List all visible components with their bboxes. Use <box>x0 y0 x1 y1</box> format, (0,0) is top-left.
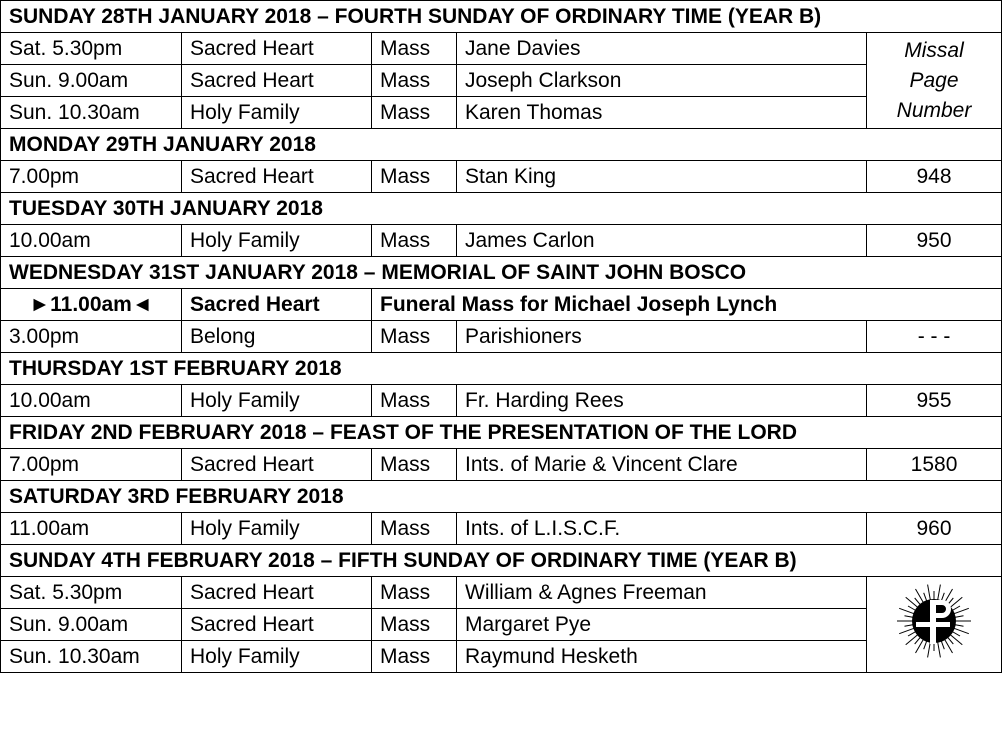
mass-intention: Joseph Clarkson <box>457 65 867 97</box>
church-name: Holy Family <box>182 641 372 673</box>
service-type: Mass <box>372 385 457 417</box>
day-heading-row <box>1 481 1002 513</box>
missal-page-number: 1580 <box>867 449 1002 481</box>
service-time: Sat. 5.30pm <box>1 33 182 65</box>
missal-page-number: 948 <box>867 161 1002 193</box>
service-type: Mass <box>372 577 457 609</box>
day-heading-row <box>1 417 1002 449</box>
mass-intention: Fr. Harding Rees <box>457 385 867 417</box>
service-type: Mass <box>372 161 457 193</box>
schedule-row <box>1 513 1002 545</box>
missal-label-line: Missal <box>904 39 964 62</box>
schedule-row <box>1 161 1002 193</box>
day-heading: SATURDAY 3RD FEBRUARY 2018 <box>1 481 1002 513</box>
church-name: Holy Family <box>182 97 372 129</box>
missal-label-line: Page <box>909 69 959 92</box>
mass-intention: Jane Davies <box>457 33 867 65</box>
service-time: Sun. 10.30am <box>1 641 182 673</box>
service-type: Mass <box>372 641 457 673</box>
service-type: Mass <box>372 65 457 97</box>
church-name: Holy Family <box>182 225 372 257</box>
service-time: Sun. 9.00am <box>1 609 182 641</box>
schedule-row <box>1 225 1002 257</box>
service-type: Mass <box>372 449 457 481</box>
day-heading-row <box>1 545 1002 577</box>
church-name: Sacred Heart <box>182 577 372 609</box>
service-type: Mass <box>372 97 457 129</box>
service-type: Mass <box>372 33 457 65</box>
day-heading: THURSDAY 1ST FEBRUARY 2018 <box>1 353 1002 385</box>
missal-label-line: Number <box>896 99 972 122</box>
schedule-row <box>1 321 1002 353</box>
schedule-row <box>1 609 1002 641</box>
church-name: Holy Family <box>182 385 372 417</box>
church-name: Belong <box>182 321 372 353</box>
service-time: 7.00pm <box>1 449 182 481</box>
day-heading: WEDNESDAY 31ST JANUARY 2018 – MEMORIAL OF SAINT JOHN BOSCO <box>1 257 1002 289</box>
mass-intention: James Carlon <box>457 225 867 257</box>
day-heading-row <box>1 193 1002 225</box>
missal-page-number-label <box>867 33 1002 129</box>
day-heading-row <box>1 129 1002 161</box>
mass-intention: Stan King <box>457 161 867 193</box>
service-time: Sun. 9.00am <box>1 65 182 97</box>
schedule-row <box>1 65 1002 97</box>
missal-page-number: 960 <box>867 513 1002 545</box>
day-heading: SUNDAY 4TH FEBRUARY 2018 – FIFTH SUNDAY OF ORDINARY TIME (YEAR B) <box>1 545 1002 577</box>
day-heading-row <box>1 353 1002 385</box>
schedule-row <box>1 577 1002 609</box>
schedule-row <box>1 97 1002 129</box>
mass-intention: William & Agnes Freeman <box>457 577 867 609</box>
special-time: ►11.00am◄ <box>1 289 182 321</box>
mass-intention: Parishioners <box>457 321 867 353</box>
service-time: 3.00pm <box>1 321 182 353</box>
missal-page-number: 955 <box>867 385 1002 417</box>
schedule-row <box>1 33 1002 65</box>
service-time: 10.00am <box>1 385 182 417</box>
church-name: Holy Family <box>182 513 372 545</box>
schedule-row <box>1 385 1002 417</box>
service-time: 10.00am <box>1 225 182 257</box>
special-service-text: Funeral Mass for Michael Joseph Lynch <box>372 289 1002 321</box>
schedule-body <box>1 1 1002 673</box>
mass-intention: Raymund Hesketh <box>457 641 867 673</box>
emblem-cell <box>867 577 1002 673</box>
day-heading: MONDAY 29TH JANUARY 2018 <box>1 129 1002 161</box>
special-service-row <box>1 289 1002 321</box>
church-name: Sacred Heart <box>182 449 372 481</box>
church-name: Sacred Heart <box>182 161 372 193</box>
service-time: 11.00am <box>1 513 182 545</box>
mass-intention: Ints. of L.I.S.C.F. <box>457 513 867 545</box>
church-name: Sacred Heart <box>182 33 372 65</box>
day-heading-row <box>1 257 1002 289</box>
service-time: 7.00pm <box>1 161 182 193</box>
day-heading: FRIDAY 2ND FEBRUARY 2018 – FEAST OF THE PRESENTATION OF THE LORD <box>1 417 1002 449</box>
special-church: Sacred Heart <box>182 289 372 321</box>
service-type: Mass <box>372 225 457 257</box>
schedule-row <box>1 641 1002 673</box>
schedule-row <box>1 449 1002 481</box>
church-name: Sacred Heart <box>182 65 372 97</box>
mass-intention: Margaret Pye <box>457 609 867 641</box>
day-heading: TUESDAY 30TH JANUARY 2018 <box>1 193 1002 225</box>
missal-page-number: - - - <box>867 321 1002 353</box>
day-heading: SUNDAY 28TH JANUARY 2018 – FOURTH SUNDAY OF ORDINARY TIME (YEAR B) <box>1 1 1002 33</box>
service-type: Mass <box>372 513 457 545</box>
mass-intention: Karen Thomas <box>457 97 867 129</box>
church-name: Sacred Heart <box>182 609 372 641</box>
service-time: Sun. 10.30am <box>1 97 182 129</box>
missal-page-number: 950 <box>867 225 1002 257</box>
service-type: Mass <box>372 609 457 641</box>
service-time: Sat. 5.30pm <box>1 577 182 609</box>
day-heading-row <box>1 1 1002 33</box>
mass-intention: Ints. of Marie & Vincent Clare <box>457 449 867 481</box>
service-type: Mass <box>372 321 457 353</box>
chi-rho-emblem-icon <box>895 578 973 664</box>
